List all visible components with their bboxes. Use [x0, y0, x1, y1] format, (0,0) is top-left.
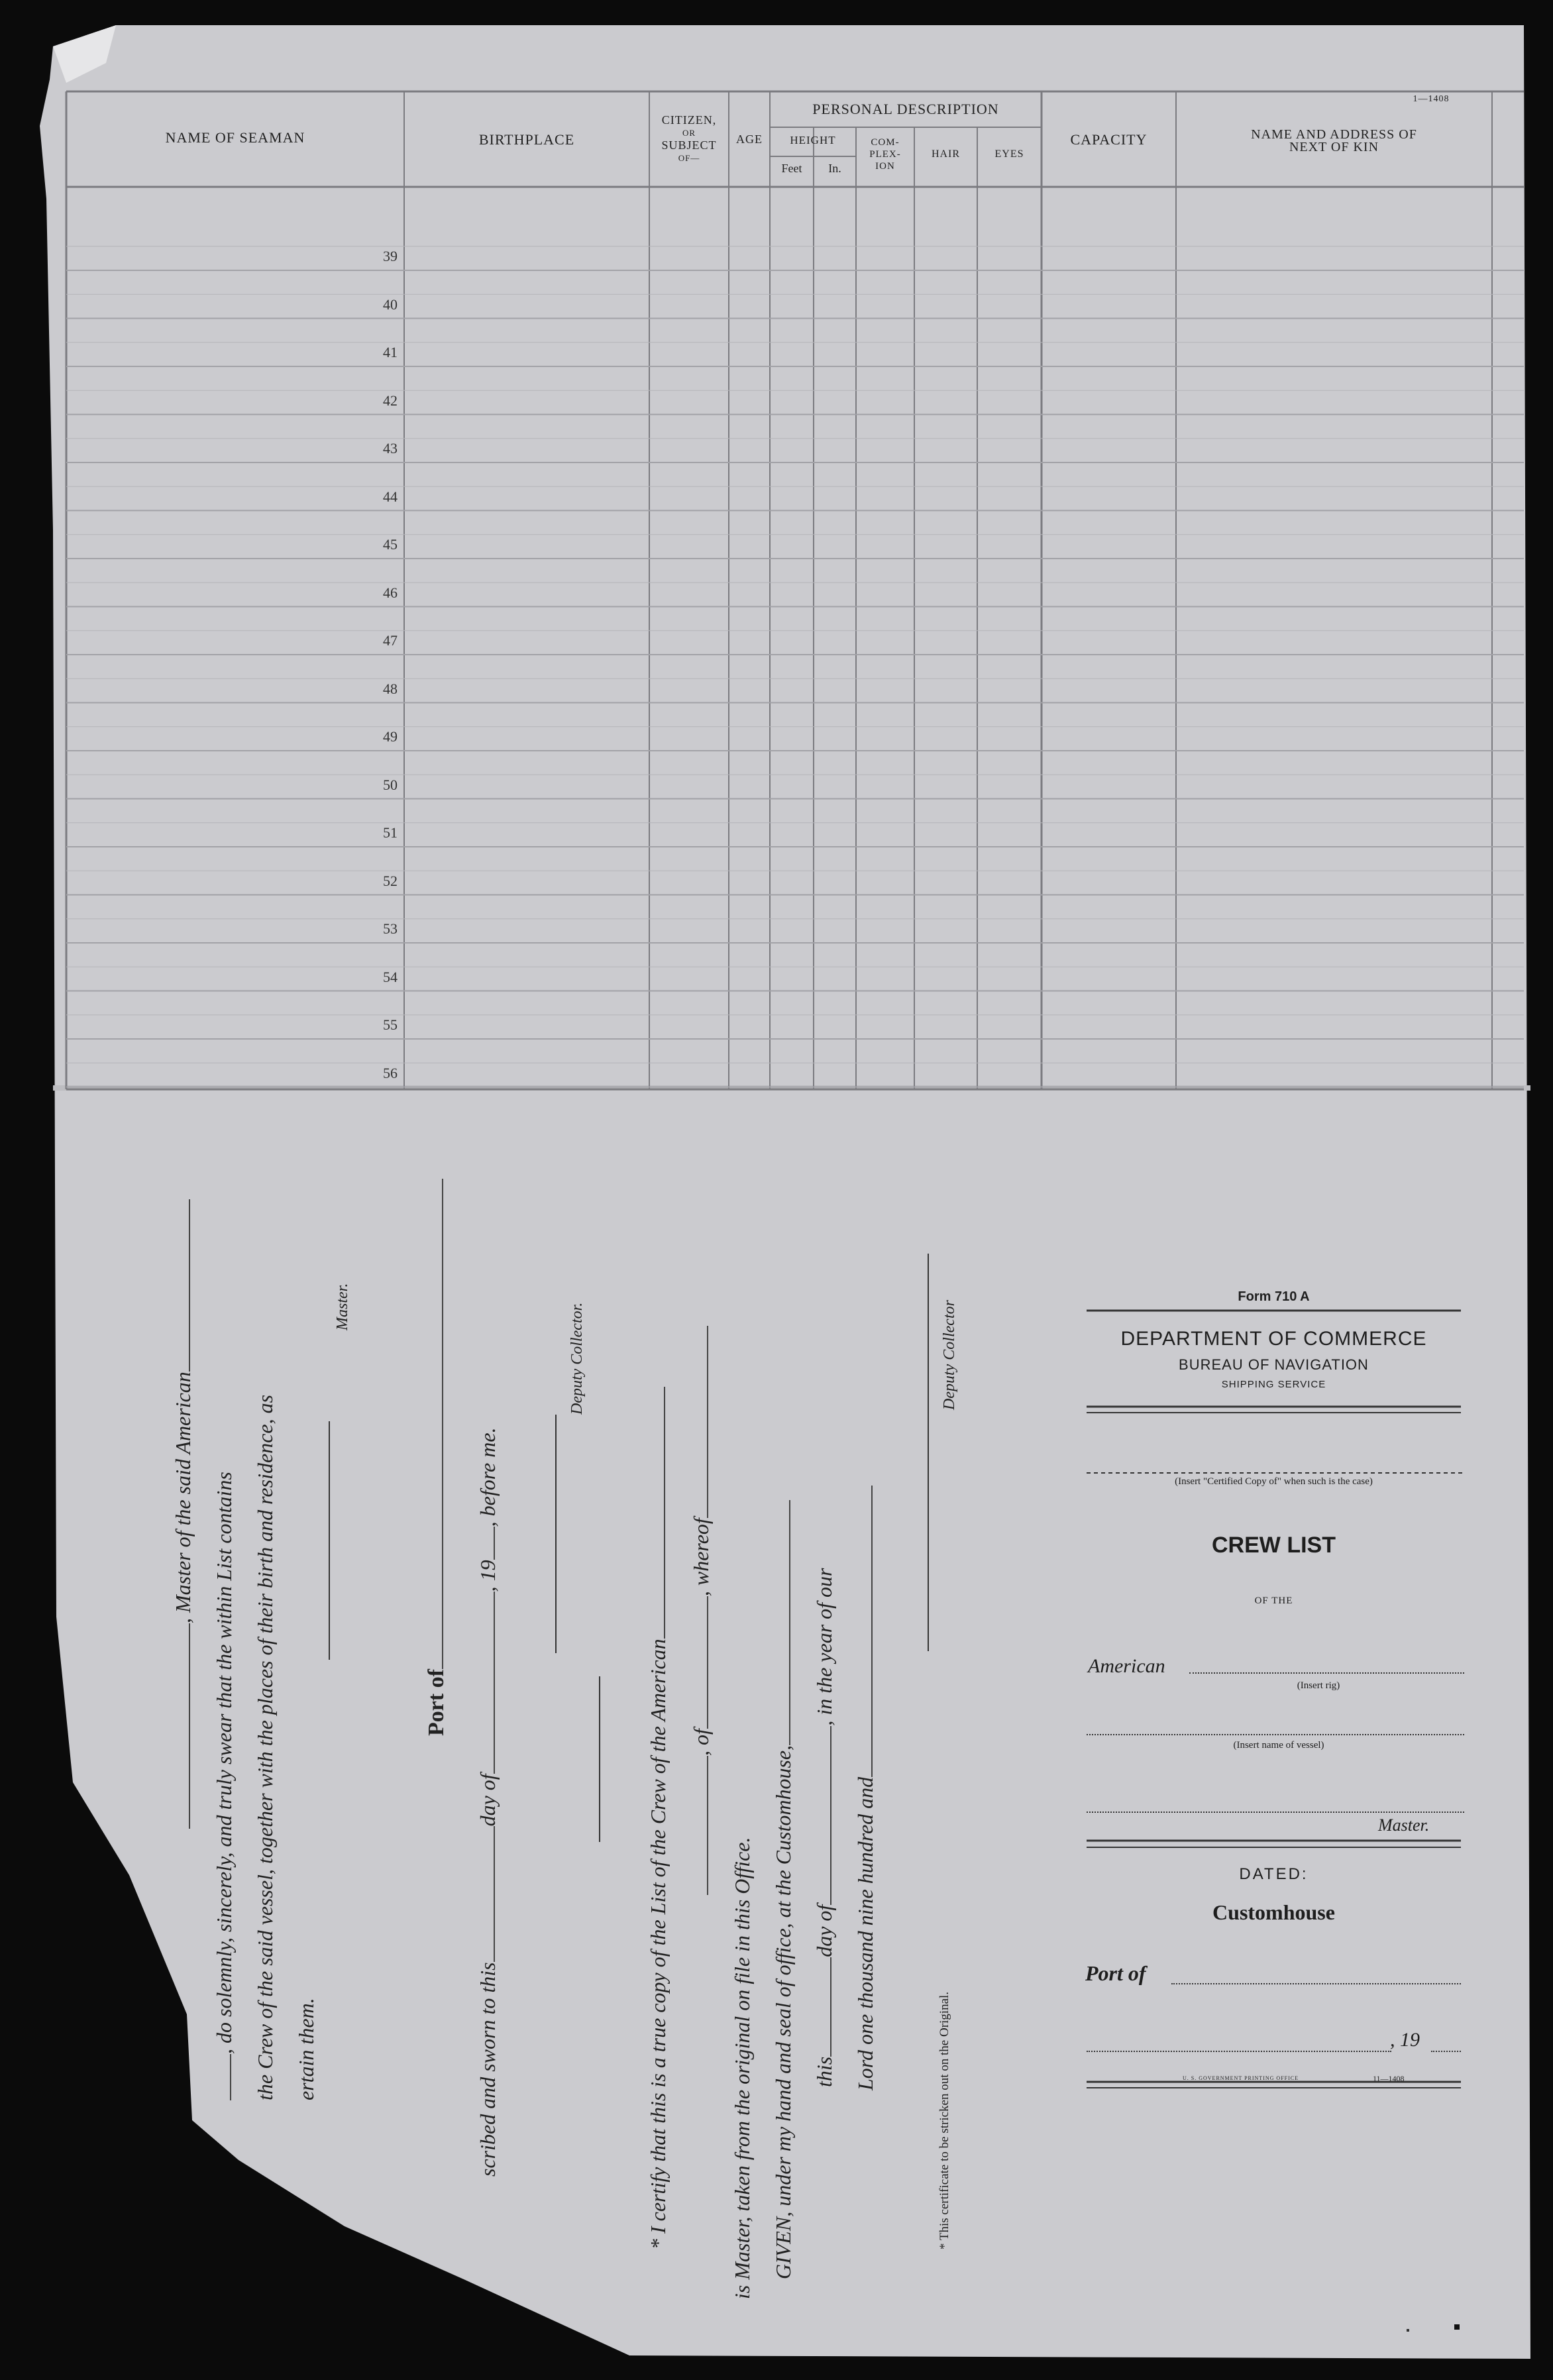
- port-of-label: Port of: [1085, 1961, 1146, 1985]
- oath-text: scribed and sworn to this: [476, 1962, 500, 2177]
- cert-signature-line: [928, 1254, 929, 1651]
- collector-signature-line: [555, 1415, 557, 1653]
- row-number: 51: [383, 824, 398, 841]
- crew-list-title: CREW LIST: [1212, 1533, 1336, 1558]
- row-number: 43: [383, 440, 398, 457]
- port-line: [1171, 1983, 1461, 1984]
- blank-port-of: [707, 1596, 708, 1729]
- col-height: HEIGHT: [790, 134, 836, 146]
- row-number: 53: [383, 920, 398, 937]
- oath-master-label: Master.: [334, 1283, 351, 1330]
- speck: [1407, 2329, 1409, 2332]
- customhouse-label: Customhouse: [1212, 1900, 1335, 1924]
- oath-line-1: [171, 1199, 195, 1829]
- certificate-text: , whereof: [689, 1518, 713, 1597]
- certificate-text: day of: [812, 1904, 836, 1957]
- next-of-kin-line: NEXT OF KIN: [1289, 140, 1379, 154]
- col-feet: Feet: [781, 162, 802, 175]
- col-hair: HAIR: [931, 148, 961, 160]
- insert-rig-note: (Insert rig): [1297, 1680, 1340, 1691]
- oath-line-3: [253, 1395, 278, 2100]
- master-line: [1087, 1812, 1464, 1813]
- certificate-text: this: [812, 2056, 836, 2087]
- blank-cert-year: [871, 1486, 873, 1777]
- blank-master-name: [189, 1623, 190, 1829]
- vessel-name-line: [1087, 1734, 1464, 1735]
- oath-text: day of: [476, 1774, 500, 1827]
- row-number: 42: [383, 392, 398, 409]
- department-title: DEPARTMENT OF COMMERCE: [1120, 1328, 1427, 1350]
- row-number: 50: [383, 776, 398, 793]
- certificate-line-2: [689, 1326, 714, 1895]
- certificate-footnote: * This certificate to be stricken out on the Original.: [937, 1991, 951, 2249]
- certificate-text: , of: [689, 1729, 713, 1756]
- row-number: 40: [383, 296, 398, 313]
- oath-line-2: [212, 1472, 237, 2100]
- row-number: 44: [383, 488, 398, 505]
- row-number: 52: [383, 872, 398, 889]
- citizen-line: OR: [682, 128, 696, 138]
- insert-vessel-note: (Insert name of vessel): [1233, 1740, 1324, 1751]
- row-number: 56: [383, 1064, 398, 1081]
- col-next-of-kin: [1176, 129, 1492, 154]
- form-code: 1—1408: [1413, 94, 1450, 104]
- port-label: Port of: [424, 1668, 449, 1736]
- certificate-text: is Master, taken from the original on file in this Office.: [730, 1837, 754, 2299]
- row-number: 39: [383, 248, 398, 264]
- col-personal-description: PERSONAL DESCRIPTION: [812, 101, 999, 117]
- row-number: 41: [383, 344, 398, 360]
- row-number: 48: [383, 680, 398, 697]
- seal-line: [599, 1676, 600, 1842]
- service-title: SHIPPING SERVICE: [1221, 1379, 1326, 1390]
- complexion-line: ION: [875, 161, 895, 172]
- blank-master: [707, 1326, 708, 1518]
- american-label: American: [1088, 1655, 1165, 1677]
- oath-text: , 19: [476, 1560, 500, 1592]
- dated-label: DATED:: [1239, 1865, 1309, 1883]
- col-inches: In.: [828, 162, 841, 175]
- blank-name: [230, 2054, 231, 2100]
- certificate-text: , in the year of our: [812, 1568, 836, 1726]
- citizen-line: CITIZEN,: [661, 113, 717, 127]
- certificate-text: GIVEN, under my hand and seal of office, at the Customhouse,: [771, 1745, 795, 2279]
- of-the-label: OF THE: [1254, 1596, 1293, 1606]
- citizen-line: OF—: [678, 153, 700, 163]
- oath-text: the Crew of the said vessel, together with the places of their birth and residence, as: [253, 1394, 277, 2100]
- blank-cert-day: [830, 1957, 831, 2057]
- certificate-line-5: [812, 1568, 837, 2087]
- col-citizen: [649, 114, 729, 164]
- row-number: 54: [383, 968, 398, 985]
- oath-subscribed: [476, 1427, 500, 2177]
- oath-text: , Master of the said American: [171, 1372, 195, 1623]
- col-age: AGE: [736, 133, 763, 146]
- row-number: 49: [383, 728, 398, 745]
- blank-vessel: [189, 1199, 190, 1372]
- master-label: Master.: [1378, 1815, 1430, 1835]
- oath-text: , do solemnly, sincerely, and truly swear that the within List contains: [212, 1472, 236, 2054]
- year-label: , 19: [1390, 2029, 1420, 2051]
- rig-line: [1189, 1672, 1464, 1674]
- blank-month: [494, 1592, 495, 1774]
- complexion-line: COM-: [871, 137, 900, 148]
- oath-text: , before me.: [476, 1427, 500, 1527]
- year-line: [1431, 2051, 1461, 2052]
- bureau-title: BUREAU OF NAVIGATION: [1179, 1356, 1369, 1373]
- certificate-line-4: [771, 1500, 796, 2279]
- blank-customhouse: [789, 1500, 790, 1745]
- form-number: Form 710 A: [1238, 1289, 1310, 1304]
- oath-text: ertain them.: [294, 1998, 318, 2100]
- blank-vessel-cert: [664, 1387, 665, 1639]
- citizen-line: SUBJECT: [661, 138, 717, 152]
- print-code: 11—1408: [1373, 2074, 1405, 2083]
- date-line: [1087, 2051, 1391, 2052]
- certificate-line-1: [646, 1387, 670, 2249]
- col-eyes: EYES: [994, 148, 1024, 160]
- col-complexion: [856, 136, 914, 172]
- col-name-of-seaman: NAME OF SEAMAN: [165, 129, 305, 146]
- oath-deputy-collector: Deputy Collector.: [568, 1302, 586, 1415]
- certificate-text: Lord one thousand nine hundred and: [853, 1776, 877, 2090]
- certificate-line-6: [853, 1486, 878, 2090]
- row-number: 55: [383, 1016, 398, 1033]
- certificate-deputy-collector: Deputy Collector: [941, 1300, 958, 1410]
- row-number: 45: [383, 536, 398, 553]
- col-birthplace: BIRTHPLACE: [478, 131, 575, 148]
- col-capacity: CAPACITY: [1070, 131, 1148, 148]
- insert-certified-note: (Insert "Certified Copy of" when such is the case): [1175, 1476, 1373, 1487]
- next-of-kin-line: NAME AND ADDRESS OF: [1251, 127, 1417, 142]
- oath-port-of: [424, 1179, 449, 1736]
- certificate-line-3: [730, 1837, 755, 2299]
- oath-line-4: [294, 1998, 319, 2100]
- row-number: 47: [383, 632, 398, 649]
- row-number: 46: [383, 584, 398, 601]
- certificate-text: * I certify that this is a true copy of the List of the Crew of the American: [646, 1639, 670, 2249]
- blank-vessel-name: [707, 1756, 708, 1895]
- blank-day: [494, 1826, 495, 1962]
- speck: [1454, 2324, 1460, 2330]
- blank-port: [442, 1179, 443, 1669]
- blank-cert-month: [830, 1726, 831, 1905]
- blank-year: [494, 1527, 495, 1560]
- complexion-line: PLEX-: [869, 149, 901, 160]
- printing-office: U. S. GOVERNMENT PRINTING OFFICE: [1183, 2075, 1299, 2081]
- master-signature-line: [329, 1421, 330, 1660]
